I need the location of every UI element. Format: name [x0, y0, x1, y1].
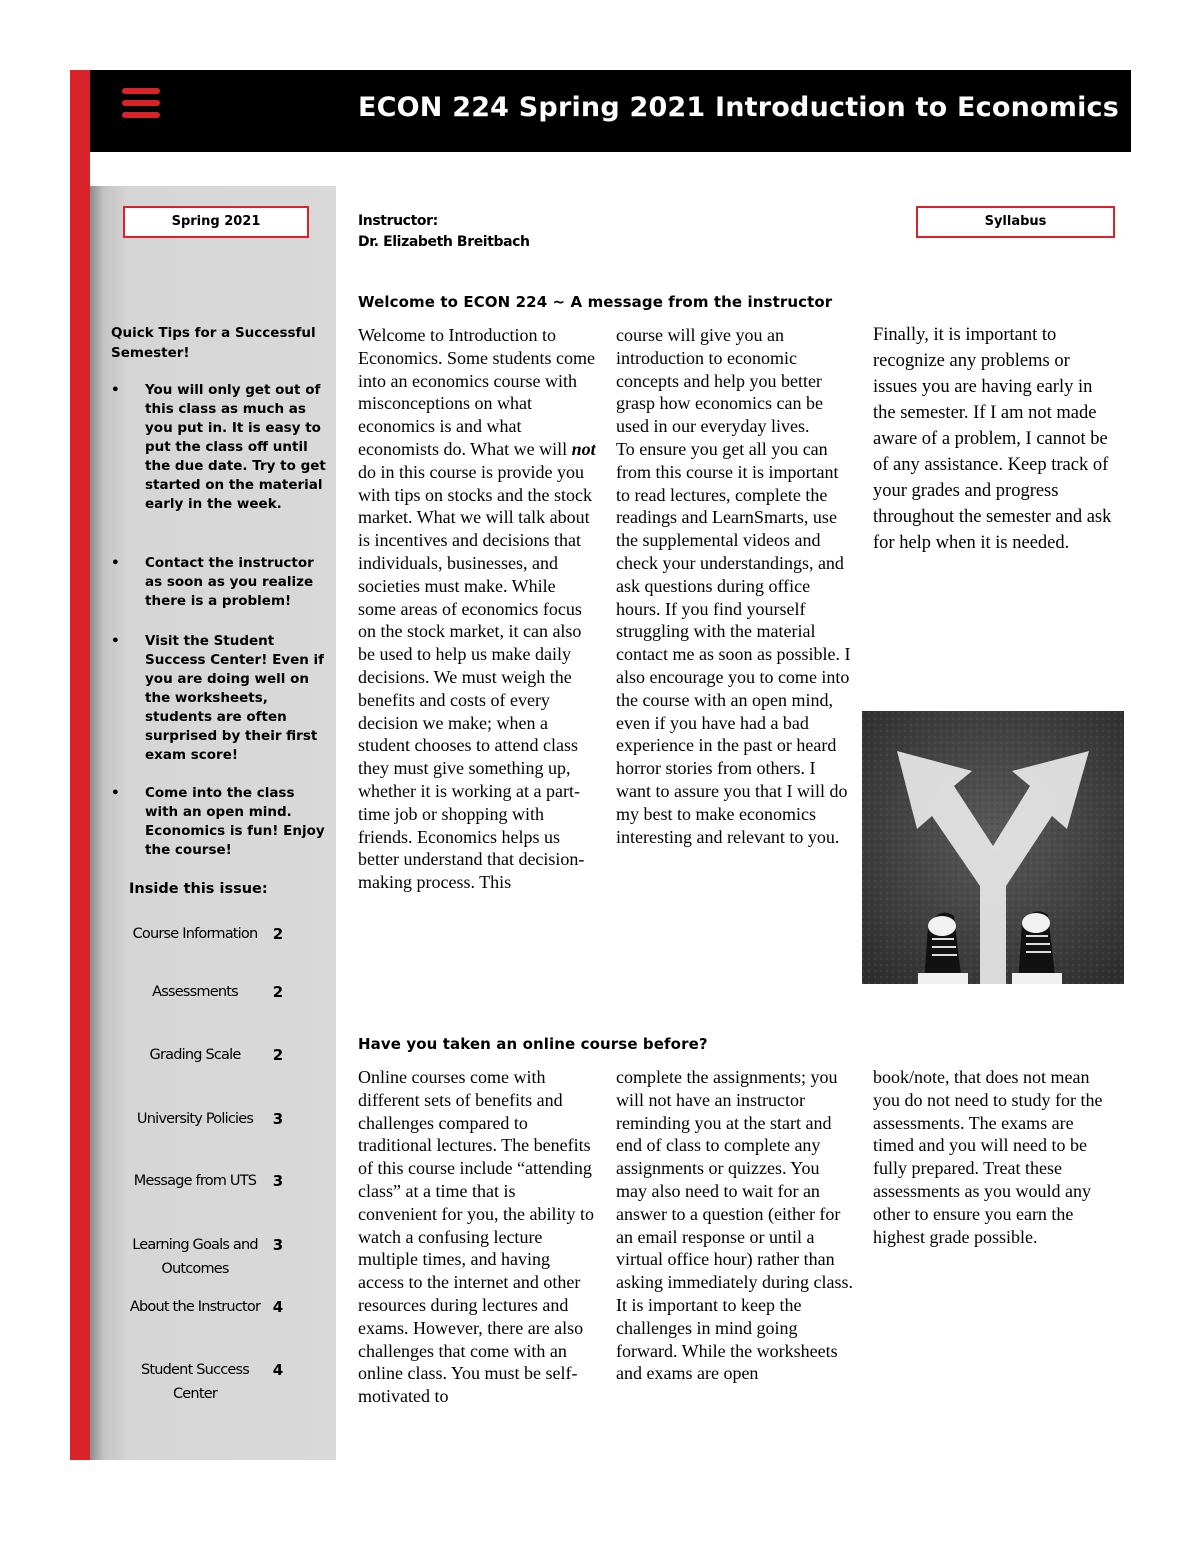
online-column-1: Online courses come with different sets of benefits and challenges compared to traditional lectures. The benefits of this course include “attending class” at a time that is convenient for you, the ability to watch a confusing lecture multiple times, and having access to the internet and other resources during lectures and exams. However, there are also challenges that come with an online class. You must be self-motivated to: [358, 1067, 594, 1407]
toc-item-page: 3: [272, 1110, 284, 1128]
toc-item-page: 2: [272, 1046, 284, 1064]
toc-item-page: 4: [272, 1361, 284, 1379]
instructor-name: Dr. Elizabeth Breitbach: [358, 234, 530, 250]
tip-text: Come into the class with an open mind. Economics is fun! Enjoy the course!: [145, 785, 325, 858]
toc-item-label[interactable]: Course Information: [132, 926, 258, 942]
bullet-icon: •: [111, 633, 120, 649]
toc-item-page: 3: [272, 1236, 284, 1254]
welcome-column-3: Finally, it is important to recognize any problems or issues you are having early in the semester. If I am not made aware of a problem, I cannot be of any assistance. Keep track of your grades and progress throughout the semester and ask for help when it is needed.: [873, 325, 1112, 553]
fork-arrow-image: [862, 711, 1124, 984]
instructor-block: [358, 211, 530, 253]
accent-bar: [70, 70, 90, 1460]
issue-title: Inside this issue:: [129, 881, 268, 897]
page-title: ECON 224 Spring 2021 Introduction to Economics: [358, 92, 1120, 123]
toc-item-label[interactable]: About the Instructor: [129, 1299, 261, 1315]
toc-item-label[interactable]: Assessments: [152, 984, 238, 1000]
tip-text: You will only get out of this class as much as you put in. It is easy to put the class off until the due date. Try to get started on the material early in the week.: [145, 382, 326, 512]
tip-item: [111, 381, 326, 514]
toc-item-label[interactable]: Learning Goals and Outcomes: [132, 1237, 258, 1277]
toc-item-page: 4: [272, 1298, 284, 1316]
toc-item-label[interactable]: Student Success Center: [140, 1362, 250, 1402]
toc-item-label[interactable]: Grading Scale: [149, 1047, 241, 1063]
online-column-2: complete the assignments; you will not have an instructor reminding you at the start and end of class to complete any assignments or quizzes. You may also need to wait for an answer to a question (either for an email response or until a virtual office hour) rather than asking immediately during class. It is important to keep the challenges in mind going forward. While the worksheets and exams are open: [616, 1067, 853, 1384]
welcome-column-1: Welcome to Introduction to Economics. Some students come into an economics course with misconceptions on what economics is and what economists do. What we will not do in this course is provide you with tips on stocks and the stock market. What we will talk about is incentives and decisions that individuals, businesses, and societies must make. While some areas of economics focus on the stock market, it can also be used to help us make daily decisions. We must weigh the benefits and costs of every decision we make; when a student chooses to attend class they must give something up, whether it is working at a part-time job or shopping with friends. Economics helps us better understand that decision-making process. This: [358, 325, 596, 893]
tip-item: [111, 554, 326, 611]
online-column-3: book/note, that does not mean you do not need to study for the assessments. The exams are timed and you will need to be fully prepared. Treat these assessments as you would any other to ensure you earn the highest grade possible.: [873, 1067, 1103, 1247]
toc-item-page: 2: [272, 983, 284, 1001]
tip-text: Visit the Student Success Center! Even if you are doing well on the worksheets, students are often surprised by their first exam score!: [145, 633, 325, 763]
crossroads-photo: [862, 711, 1124, 984]
syllabus-badge: Syllabus: [916, 206, 1115, 238]
welcome-column-2: course will give you an introduction to economic concepts and help you better grasp how economics can be used in our everyday lives. To ensure you get all you can from this course it is important to read lectures, complete the readings and LearnSmarts, use the supplemental videos and check your understandings, and ask questions during office hours. If you find yourself struggling with the material contact me as soon as possible. I also encourage you to come into the course with an open mind, even if you have had a bad experience in the past or heard horror stories from others. I want to assure you that I will do my best to make economics interesting and relevant to you.: [616, 325, 851, 847]
bullet-icon: •: [111, 555, 120, 571]
toc-item-page: 2: [272, 925, 284, 943]
tip-text: Contact the instructor as soon as you realize there is a problem!: [145, 555, 314, 609]
toc-item-label[interactable]: University Policies: [136, 1111, 254, 1127]
bullet-icon: •: [111, 382, 120, 398]
term-badge: Spring 2021: [123, 206, 309, 238]
toc-item-page: 3: [272, 1172, 284, 1190]
instructor-label: Instructor:: [358, 213, 438, 229]
toc-item-label[interactable]: Message from UTS: [133, 1173, 257, 1189]
tip-item: [111, 784, 326, 860]
emphasis-not: not: [571, 438, 596, 459]
menu-icon: [122, 88, 160, 122]
welcome-heading: Welcome to ECON 224 ~ A message from the instructor: [358, 293, 833, 311]
bullet-icon: •: [111, 785, 120, 801]
online-heading: Have you taken an online course before?: [358, 1035, 708, 1053]
tip-item: [111, 632, 326, 765]
tips-title: Quick Tips for a Successful Semester!: [111, 325, 316, 361]
